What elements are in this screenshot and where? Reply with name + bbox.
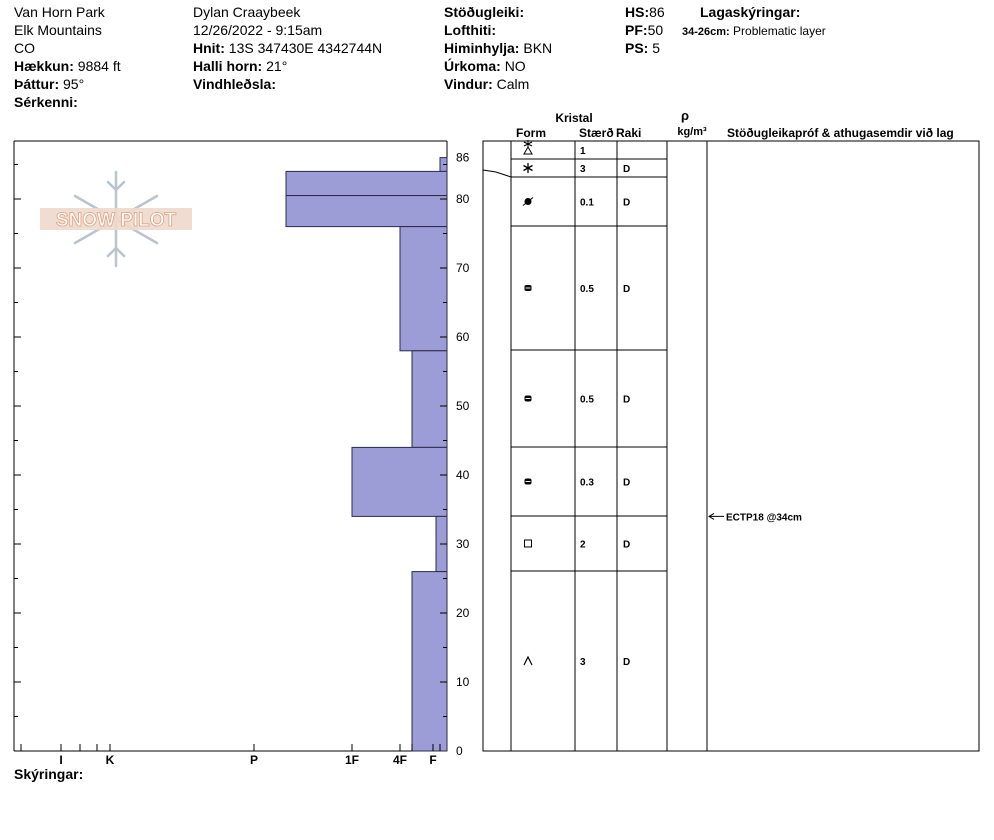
coords-label: Hnit: bbox=[193, 40, 225, 56]
state: CO bbox=[14, 40, 35, 56]
depth-connector bbox=[483, 170, 511, 177]
sky-label: Himinhylja: bbox=[444, 40, 520, 56]
observer: Dylan Craaybeek bbox=[193, 4, 301, 20]
ps-label: PS: bbox=[625, 40, 649, 56]
layer-row-0 bbox=[524, 140, 586, 157]
layer-row-4 bbox=[525, 395, 631, 406]
form-header: Form bbox=[516, 126, 546, 140]
layer-rows bbox=[511, 140, 667, 668]
density-unit-header: kg/m³ bbox=[677, 126, 707, 138]
depth-hoar-icon bbox=[524, 657, 532, 665]
x-tick-label-k: K bbox=[105, 753, 115, 767]
faceted-crystal-icon bbox=[525, 540, 532, 547]
rho-header: ρ bbox=[680, 108, 690, 123]
layer-moisture: D bbox=[623, 394, 631, 406]
pf-label: PF: bbox=[625, 22, 648, 38]
layer-row-2 bbox=[523, 198, 630, 209]
x-tick-label-f: F bbox=[429, 753, 437, 767]
datetime: 12/26/2022 - 9:15am bbox=[193, 22, 323, 38]
table-frame bbox=[483, 141, 979, 751]
hardness-bar-4 bbox=[412, 351, 447, 448]
crystal-header: Kristal bbox=[555, 111, 593, 125]
slope-value: 21° bbox=[266, 58, 288, 74]
size-header: Stærð bbox=[579, 126, 614, 140]
location-name: Van Horn Park bbox=[14, 4, 105, 20]
wind-label: Vindur: bbox=[444, 76, 493, 92]
y-tick-label: 70 bbox=[456, 261, 470, 275]
layer-row-5 bbox=[525, 478, 631, 489]
layer-moisture: D bbox=[623, 477, 631, 489]
coords-value: 13S 347430E 4342744N bbox=[228, 40, 383, 56]
y-tick-label: 20 bbox=[456, 606, 470, 620]
ps-value: 5 bbox=[652, 40, 661, 56]
layer-size: 3 bbox=[580, 657, 586, 668]
elevation-label: Hækkun: bbox=[14, 58, 74, 74]
layer-moisture: D bbox=[623, 164, 631, 175]
hs-value: 86 bbox=[649, 4, 665, 20]
x-tick-label-p: P bbox=[249, 753, 259, 767]
y-tick-label: 0 bbox=[456, 744, 463, 758]
features-label: Sérkenni: bbox=[14, 94, 78, 110]
layer-size: 3 bbox=[580, 164, 586, 175]
notes-label: Skýringar: bbox=[14, 766, 84, 782]
hardness-bar-2 bbox=[286, 196, 447, 227]
wind-value: Calm bbox=[496, 76, 530, 92]
y-tick-label: 80 bbox=[456, 192, 470, 206]
snowpilot-logo bbox=[40, 172, 192, 266]
wind-loading-label: Vindhleðsla: bbox=[193, 76, 276, 92]
hs-label: HS: bbox=[625, 4, 650, 20]
y-tick-label: 60 bbox=[456, 330, 470, 344]
aspect-value: 95° bbox=[63, 76, 85, 92]
layer-size: 2 bbox=[580, 539, 586, 551]
sky-value: BKN bbox=[523, 40, 553, 56]
layer-moisture: D bbox=[623, 657, 631, 668]
hardness-bars bbox=[286, 158, 447, 751]
y-tick-label: 40 bbox=[456, 468, 470, 482]
elevation-value: 9884 ft bbox=[77, 58, 121, 74]
x-tick-label-4f: 4F bbox=[392, 753, 408, 767]
layer-moisture: D bbox=[623, 284, 631, 295]
layer-size: 0.3 bbox=[580, 477, 594, 489]
layer-note-range: 34-26cm: bbox=[682, 26, 730, 38]
x-axis-ticks bbox=[21, 744, 440, 767]
precip-value: NO bbox=[504, 58, 526, 74]
logo-text: SNOW PILOT bbox=[55, 210, 177, 231]
aspect-label: Þáttur: bbox=[14, 76, 60, 92]
layer-moisture: D bbox=[623, 539, 631, 551]
y-tick-label: 10 bbox=[456, 675, 470, 689]
x-tick-label-i: I bbox=[59, 753, 63, 767]
moisture-header: Raki bbox=[616, 126, 642, 140]
snowflake-icon bbox=[524, 163, 533, 173]
layer-size: 0.5 bbox=[580, 394, 594, 406]
layer-row-6 bbox=[525, 540, 631, 551]
air-temp-label: Lofthiti: bbox=[444, 22, 497, 38]
layer-row-7 bbox=[524, 657, 630, 668]
y-tick-label: 30 bbox=[456, 537, 470, 551]
hardness-bar-3 bbox=[400, 227, 447, 351]
stability-tests bbox=[709, 512, 802, 523]
layer-note-text: Problematic layer bbox=[733, 24, 826, 38]
slope-label: Halli horn: bbox=[193, 58, 263, 74]
hardness-bar-7 bbox=[412, 572, 447, 751]
layer-size: 0.1 bbox=[580, 197, 594, 209]
layer-size: 1 bbox=[580, 146, 586, 157]
layer-notes-label: Lagaskýringar: bbox=[700, 4, 801, 20]
layer-moisture: D bbox=[623, 197, 631, 209]
precip-label: Úrkoma: bbox=[444, 58, 501, 74]
layer-size: 0.5 bbox=[580, 284, 594, 295]
y-tick-label: 50 bbox=[456, 399, 470, 413]
x-tick-label-1f: 1F bbox=[344, 753, 360, 767]
hardness-bar-1 bbox=[286, 171, 447, 195]
test-arrow-icon bbox=[709, 513, 724, 519]
hardness-bar-5 bbox=[352, 447, 447, 516]
y-top-label: 86 bbox=[456, 150, 470, 165]
stability-label: Stöðugleiki: bbox=[444, 4, 525, 20]
layer-row-1 bbox=[524, 163, 631, 175]
tests-header: Stöðugleikapróf & athugasemdir við lag bbox=[727, 126, 954, 140]
mountain-range: Elk Mountains bbox=[14, 22, 102, 38]
layer-row-3 bbox=[525, 284, 631, 295]
graupel-icon bbox=[524, 147, 532, 154]
pf-value: 50 bbox=[647, 22, 664, 38]
test-label: ECTP18 @34cm bbox=[726, 512, 802, 524]
